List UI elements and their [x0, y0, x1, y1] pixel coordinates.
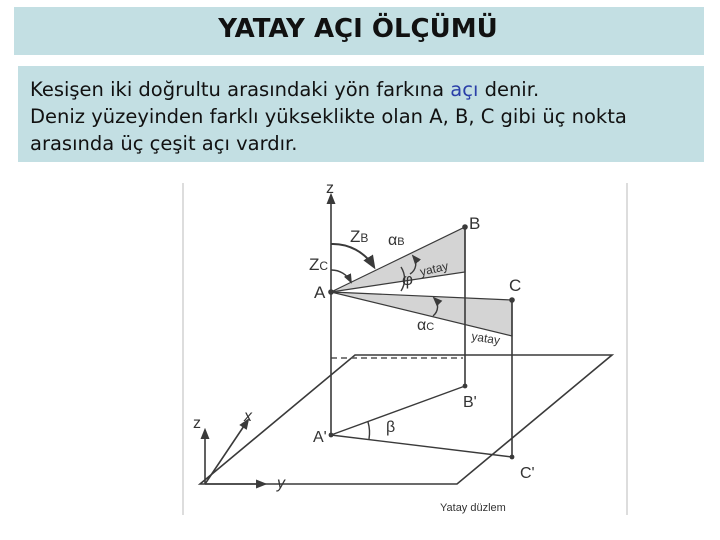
label-ZB-sub: B [360, 231, 369, 245]
point-B [462, 224, 468, 230]
description-line-2: Deniz yüzeyinden farklı yükseklikte olan A, B, C gibi üç nokta [30, 105, 627, 128]
zenith-arc-C [331, 270, 351, 282]
label-z: z [326, 180, 334, 197]
label-alphaB-main: α [388, 232, 398, 249]
label-A-prime: A' [313, 429, 327, 446]
point-B-prime [463, 384, 468, 389]
zenith-arc-B [331, 244, 374, 267]
label-ZB [350, 227, 368, 246]
label-ZC-sub: C [319, 259, 329, 273]
axis-x-line [205, 420, 248, 484]
label-ZB-main: Z [350, 227, 361, 246]
label-alphaC-sub: C [426, 321, 435, 333]
axis-y-label: y [277, 475, 285, 492]
line-Aprime-Bprime [331, 386, 465, 435]
label-ZC-main: Z [309, 255, 320, 274]
label-C-prime: C' [520, 465, 535, 482]
point-A-prime [329, 433, 334, 438]
point-A [328, 289, 334, 295]
point-C-prime [510, 455, 515, 460]
page-title: YATAY AÇI ÖLÇÜMÜ [218, 14, 498, 44]
label-alphaB-sub: B [397, 236, 405, 248]
horizontal-plane [200, 355, 612, 484]
label-phi: φ [402, 270, 414, 289]
label-yatay-2: yatay [470, 329, 502, 348]
label-B-prime: B' [463, 394, 477, 411]
point-C [509, 297, 515, 303]
label-alphaB [388, 232, 405, 249]
highlight-word: açı [450, 78, 479, 101]
label-plane: Yatay düzlem [440, 502, 506, 514]
label-ZC [309, 255, 328, 274]
label-alphaC-main: α [417, 317, 427, 334]
axis-z-label: z [193, 415, 201, 432]
axis-x-label: x [244, 408, 252, 425]
label-A: A [314, 283, 326, 302]
label-B: B [469, 214, 481, 233]
label-alphaC [417, 317, 434, 334]
label-beta: β [386, 419, 396, 436]
label-yatay-1: yatay [418, 258, 450, 279]
line1-post: denir. [478, 78, 540, 101]
line-Aprime-Cprime [331, 435, 512, 457]
line1-pre: Kesişen iki doğrultu arasındaki yön farkına [30, 78, 451, 101]
beta-arc [368, 422, 370, 439]
description-line-3: arasında üç çeşit açı vardır. [30, 132, 298, 155]
label-C: C [509, 276, 522, 295]
